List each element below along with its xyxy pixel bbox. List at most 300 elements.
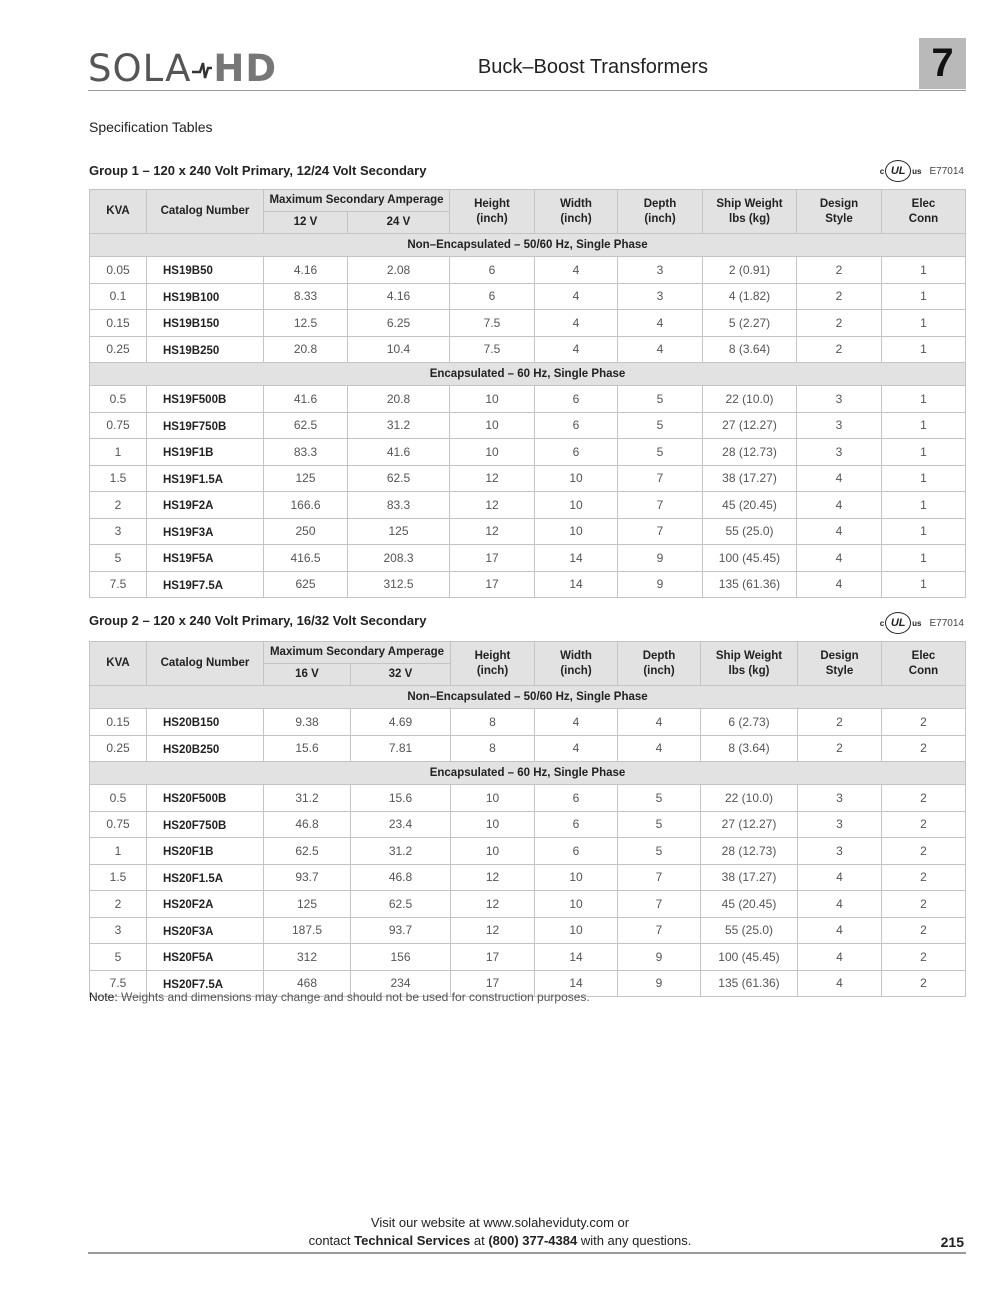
lightning-bolt-icon	[191, 50, 213, 86]
table-row	[90, 545, 966, 572]
cell-elec-conn: 1	[882, 310, 966, 337]
cell-width: 6	[535, 838, 618, 865]
cell-elec-conn: 1	[882, 492, 966, 519]
cell-width: 10	[535, 891, 618, 918]
note-text: Weights and dimensions may change and should not be used for construction purposes.	[117, 990, 590, 1004]
col-header-ship-weight: Ship Weight lbs (kg)	[701, 642, 798, 686]
cell-amp-high: 234	[351, 970, 451, 997]
cell-width: 10	[535, 518, 618, 545]
cell-height: 12	[451, 891, 535, 918]
cell-ship-weight: 100 (45.45)	[703, 545, 797, 572]
cell-elec-conn: 1	[882, 571, 966, 598]
col-header-width: Width (inch)	[535, 190, 618, 234]
page-header	[88, 38, 966, 91]
cell-amp-low: 31.2	[264, 785, 351, 812]
cell-design-style: 3	[797, 412, 882, 439]
ul-us-mark: us	[912, 618, 922, 628]
cell-width: 6	[535, 439, 618, 466]
cell-kva: 0.5	[90, 785, 147, 812]
cell-width: 10	[535, 864, 618, 891]
cell-width: 10	[535, 917, 618, 944]
cell-elec-conn: 1	[882, 336, 966, 363]
certification-number: E77014	[929, 165, 964, 177]
cell-kva: 5	[90, 944, 147, 971]
cell-depth: 7	[618, 465, 703, 492]
cell-catalog-number: HS20F5A	[147, 944, 264, 971]
logo-text-hd: HD	[213, 46, 278, 90]
section-header: Non–Encapsulated – 50/60 Hz, Single Phase	[90, 686, 966, 709]
cell-height: 7.5	[450, 310, 535, 337]
cell-depth: 5	[618, 785, 701, 812]
cell-design-style: 4	[798, 917, 882, 944]
cell-catalog-number: HS19F500B	[147, 386, 264, 413]
cell-design-style: 2	[797, 336, 882, 363]
cell-catalog-number: HS19F5A	[147, 545, 264, 572]
cell-elec-conn: 1	[882, 545, 966, 572]
group-1-title: Group 1 – 120 x 240 Volt Primary, 12/24 Volt Secondary	[89, 163, 427, 178]
ul-listed-icon	[880, 612, 922, 634]
table-row	[90, 838, 966, 865]
cell-amp-high: 15.6	[351, 785, 451, 812]
cell-amp-high: 156	[351, 944, 451, 971]
cell-amp-low: 8.33	[264, 283, 348, 310]
cell-amp-high: 31.2	[351, 838, 451, 865]
cell-kva: 3	[90, 518, 147, 545]
col-header-width: Width (inch)	[535, 642, 618, 686]
cell-elec-conn: 1	[882, 439, 966, 466]
cell-kva: 0.05	[90, 257, 147, 284]
cell-design-style: 4	[797, 571, 882, 598]
cell-depth: 9	[618, 970, 701, 997]
cell-design-style: 4	[797, 518, 882, 545]
cell-design-style: 3	[798, 811, 882, 838]
col-header-amp-low: 12 V	[264, 212, 348, 234]
footer-phone-number: (800) 377-4384	[488, 1233, 578, 1248]
cell-depth: 7	[618, 891, 701, 918]
table-row	[90, 283, 966, 310]
cell-amp-low: 20.8	[264, 336, 348, 363]
cell-amp-low: 250	[264, 518, 348, 545]
cell-design-style: 2	[797, 257, 882, 284]
col-header-height: Height (inch)	[450, 190, 535, 234]
cell-height: 10	[451, 785, 535, 812]
cell-design-style: 4	[798, 891, 882, 918]
footnote	[89, 990, 590, 1004]
table-row	[90, 864, 966, 891]
cell-design-style: 4	[797, 465, 882, 492]
table-row	[90, 439, 966, 466]
table-row	[90, 709, 966, 736]
cell-ship-weight: 100 (45.45)	[701, 944, 798, 971]
sola-hd-logo	[88, 48, 277, 88]
cell-amp-high: 125	[348, 518, 450, 545]
cell-elec-conn: 2	[882, 709, 966, 736]
cell-catalog-number: HS20F1.5A	[147, 864, 264, 891]
cell-design-style: 4	[798, 944, 882, 971]
cell-amp-high: 208.3	[348, 545, 450, 572]
cell-ship-weight: 38 (17.27)	[701, 864, 798, 891]
cell-catalog-number: HS20F7.5A	[147, 970, 264, 997]
cell-amp-low: 125	[264, 465, 348, 492]
cell-amp-high: 41.6	[348, 439, 450, 466]
cell-height: 12	[450, 492, 535, 519]
ul-mark: UL	[885, 612, 911, 634]
cell-kva: 1	[90, 439, 147, 466]
cell-width: 6	[535, 412, 618, 439]
cell-height: 8	[451, 735, 535, 762]
cell-ship-weight: 6 (2.73)	[701, 709, 798, 736]
cell-height: 12	[451, 917, 535, 944]
table-row	[90, 571, 966, 598]
cell-amp-low: 46.8	[264, 811, 351, 838]
cell-ship-weight: 135 (61.36)	[701, 970, 798, 997]
cell-amp-low: 41.6	[264, 386, 348, 413]
page-number: 215	[940, 1234, 964, 1250]
cell-kva: 7.5	[90, 571, 147, 598]
cell-catalog-number: HS19B250	[147, 336, 264, 363]
col-header-depth: Depth (inch)	[618, 190, 703, 234]
cell-elec-conn: 1	[882, 412, 966, 439]
cell-height: 6	[450, 283, 535, 310]
col-header-catalog-number: Catalog Number	[147, 190, 264, 234]
cell-depth: 4	[618, 709, 701, 736]
cell-catalog-number: HS20F1B	[147, 838, 264, 865]
group-1-spec-table	[89, 189, 966, 598]
col-header-amp-low: 16 V	[264, 664, 351, 686]
cell-catalog-number: HS20B250	[147, 735, 264, 762]
cell-amp-high: 23.4	[351, 811, 451, 838]
col-header-max-secondary-amperage: Maximum Secondary Amperage	[264, 190, 450, 212]
cell-amp-low: 62.5	[264, 412, 348, 439]
cell-ship-weight: 135 (61.36)	[703, 571, 797, 598]
cell-width: 6	[535, 785, 618, 812]
cell-depth: 3	[618, 283, 703, 310]
cell-depth: 4	[618, 336, 703, 363]
ul-mark: UL	[885, 160, 911, 182]
cell-width: 4	[535, 310, 618, 337]
cell-amp-high: 4.69	[351, 709, 451, 736]
cell-kva: 5	[90, 545, 147, 572]
table-row	[90, 386, 966, 413]
cell-kva: 2	[90, 891, 147, 918]
cell-design-style: 3	[797, 386, 882, 413]
chapter-number-badge: 7	[919, 38, 966, 89]
cell-ship-weight: 45 (20.45)	[703, 492, 797, 519]
col-header-design-style: Design Style	[797, 190, 882, 234]
cell-ship-weight: 8 (3.64)	[701, 735, 798, 762]
cell-elec-conn: 2	[882, 970, 966, 997]
cell-amp-low: 9.38	[264, 709, 351, 736]
col-header-catalog-number: Catalog Number	[147, 642, 264, 686]
cell-width: 4	[535, 336, 618, 363]
cell-amp-low: 4.16	[264, 257, 348, 284]
cell-catalog-number: HS19B50	[147, 257, 264, 284]
cell-height: 10	[450, 439, 535, 466]
table-row	[90, 310, 966, 337]
cell-design-style: 3	[797, 439, 882, 466]
cell-elec-conn: 2	[882, 891, 966, 918]
cell-width: 6	[535, 811, 618, 838]
cell-catalog-number: HS19B100	[147, 283, 264, 310]
note-label: Note:	[89, 990, 118, 1004]
cell-elec-conn: 2	[882, 735, 966, 762]
cell-height: 12	[450, 518, 535, 545]
cell-width: 14	[535, 545, 618, 572]
cell-ship-weight: 55 (25.0)	[703, 518, 797, 545]
cell-width: 10	[535, 492, 618, 519]
table-row	[90, 891, 966, 918]
col-header-amp-high: 32 V	[351, 664, 451, 686]
cell-kva: 1.5	[90, 465, 147, 492]
cell-elec-conn: 1	[882, 257, 966, 284]
cell-width: 6	[535, 386, 618, 413]
table-row	[90, 412, 966, 439]
cell-ship-weight: 27 (12.27)	[703, 412, 797, 439]
cell-catalog-number: HS19F750B	[147, 412, 264, 439]
cell-kva: 0.75	[90, 412, 147, 439]
cell-depth: 7	[618, 917, 701, 944]
cell-amp-high: 62.5	[348, 465, 450, 492]
cell-width: 10	[535, 465, 618, 492]
cell-ship-weight: 5 (2.27)	[703, 310, 797, 337]
cell-amp-low: 15.6	[264, 735, 351, 762]
cell-height: 8	[451, 709, 535, 736]
section-header: Encapsulated – 60 Hz, Single Phase	[90, 363, 966, 386]
footer-divider	[88, 1252, 966, 1254]
cell-kva: 0.15	[90, 310, 147, 337]
cell-ship-weight: 28 (12.73)	[703, 439, 797, 466]
cell-ship-weight: 45 (20.45)	[701, 891, 798, 918]
cell-depth: 4	[618, 735, 701, 762]
cell-depth: 5	[618, 811, 701, 838]
cell-amp-high: 312.5	[348, 571, 450, 598]
cell-catalog-number: HS20F3A	[147, 917, 264, 944]
cell-design-style: 3	[798, 838, 882, 865]
cell-height: 10	[451, 838, 535, 865]
table-row	[90, 811, 966, 838]
cell-kva: 0.75	[90, 811, 147, 838]
col-header-design-style: Design Style	[798, 642, 882, 686]
col-header-ship-weight: Ship Weight lbs (kg)	[703, 190, 797, 234]
cell-amp-high: 10.4	[348, 336, 450, 363]
cell-width: 14	[535, 944, 618, 971]
cell-elec-conn: 1	[882, 465, 966, 492]
cell-height: 17	[450, 571, 535, 598]
cell-elec-conn: 2	[882, 917, 966, 944]
cell-amp-high: 6.25	[348, 310, 450, 337]
col-header-amp-high: 24 V	[348, 212, 450, 234]
cell-kva: 0.1	[90, 283, 147, 310]
ul-listed-icon	[880, 160, 922, 182]
cell-amp-high: 46.8	[351, 864, 451, 891]
cell-ship-weight: 22 (10.0)	[703, 386, 797, 413]
cell-amp-low: 93.7	[264, 864, 351, 891]
cell-elec-conn: 2	[882, 811, 966, 838]
cell-width: 4	[535, 257, 618, 284]
cell-depth: 5	[618, 386, 703, 413]
cell-depth: 9	[618, 944, 701, 971]
table-row	[90, 735, 966, 762]
cell-kva: 2	[90, 492, 147, 519]
section-header: Encapsulated – 60 Hz, Single Phase	[90, 762, 966, 785]
col-header-elec-conn: Elec Conn	[882, 642, 966, 686]
cell-height: 17	[450, 545, 535, 572]
cell-elec-conn: 2	[882, 785, 966, 812]
cell-ship-weight: 27 (12.27)	[701, 811, 798, 838]
cell-depth: 7	[618, 518, 703, 545]
cell-elec-conn: 1	[882, 518, 966, 545]
group-2-title: Group 2 – 120 x 240 Volt Primary, 16/32 Volt Secondary	[89, 613, 427, 628]
cell-width: 4	[535, 735, 618, 762]
footer-line-2	[0, 1232, 1000, 1250]
cell-height: 10	[450, 386, 535, 413]
cell-amp-high: 62.5	[351, 891, 451, 918]
cell-elec-conn: 2	[882, 838, 966, 865]
col-header-depth: Depth (inch)	[618, 642, 701, 686]
cell-design-style: 2	[797, 283, 882, 310]
cell-amp-low: 416.5	[264, 545, 348, 572]
cell-height: 10	[451, 811, 535, 838]
cell-design-style: 4	[798, 970, 882, 997]
cell-amp-low: 62.5	[264, 838, 351, 865]
cell-width: 14	[535, 571, 618, 598]
cell-amp-high: 7.81	[351, 735, 451, 762]
table-row	[90, 492, 966, 519]
cell-design-style: 2	[798, 735, 882, 762]
cell-width: 4	[535, 283, 618, 310]
cell-amp-low: 625	[264, 571, 348, 598]
cell-depth: 5	[618, 439, 703, 466]
group-2-spec-table	[89, 641, 966, 997]
logo-text-sola: SOLA	[88, 46, 192, 90]
cell-kva: 0.25	[90, 336, 147, 363]
cell-ship-weight: 8 (3.64)	[703, 336, 797, 363]
cell-catalog-number: HS20F500B	[147, 785, 264, 812]
cell-amp-high: 31.2	[348, 412, 450, 439]
ul-c-mark: c	[879, 166, 885, 176]
cell-amp-high: 93.7	[351, 917, 451, 944]
table-row	[90, 336, 966, 363]
cell-ship-weight: 38 (17.27)	[703, 465, 797, 492]
cell-amp-high: 83.3	[348, 492, 450, 519]
cell-amp-high: 20.8	[348, 386, 450, 413]
cell-depth: 7	[618, 492, 703, 519]
cell-catalog-number: HS19B150	[147, 310, 264, 337]
footer-line-1: Visit our website at www.solaheviduty.com or	[370, 1215, 630, 1230]
cell-catalog-number: HS19F7.5A	[147, 571, 264, 598]
page-title: Buck–Boost Transformers	[477, 56, 708, 78]
cell-catalog-number: HS19F3A	[147, 518, 264, 545]
cell-catalog-number: HS19F1B	[147, 439, 264, 466]
cell-amp-low: 166.6	[264, 492, 348, 519]
cell-elec-conn: 1	[882, 386, 966, 413]
table-row	[90, 944, 966, 971]
cell-height: 6	[450, 257, 535, 284]
cell-depth: 5	[618, 412, 703, 439]
cell-kva: 7.5	[90, 970, 147, 997]
cell-height: 10	[450, 412, 535, 439]
cell-kva: 1.5	[90, 864, 147, 891]
cell-catalog-number: HS20F750B	[147, 811, 264, 838]
cell-width: 4	[535, 709, 618, 736]
cell-ship-weight: 22 (10.0)	[701, 785, 798, 812]
cell-height: 12	[451, 864, 535, 891]
cell-kva: 3	[90, 917, 147, 944]
cell-catalog-number: HS20B150	[147, 709, 264, 736]
col-header-height: Height (inch)	[451, 642, 535, 686]
table-row	[90, 917, 966, 944]
cell-design-style: 2	[797, 310, 882, 337]
cell-depth: 5	[618, 838, 701, 865]
cell-height: 17	[451, 944, 535, 971]
cell-catalog-number: HS19F2A	[147, 492, 264, 519]
cell-amp-low: 312	[264, 944, 351, 971]
cell-height: 7.5	[450, 336, 535, 363]
table-row	[90, 465, 966, 492]
cell-elec-conn: 2	[882, 864, 966, 891]
cell-width: 14	[535, 970, 618, 997]
cell-depth: 3	[618, 257, 703, 284]
cell-design-style: 2	[798, 709, 882, 736]
footer-text: with any questions.	[577, 1233, 692, 1248]
cell-ship-weight: 55 (25.0)	[701, 917, 798, 944]
footer-text: at	[470, 1233, 489, 1248]
cell-amp-low: 187.5	[264, 917, 351, 944]
table-row	[90, 518, 966, 545]
cell-amp-low: 125	[264, 891, 351, 918]
col-header-elec-conn: Elec Conn	[882, 190, 966, 234]
cell-ship-weight: 4 (1.82)	[703, 283, 797, 310]
col-header-kva: KVA	[90, 190, 147, 234]
cell-amp-high: 4.16	[348, 283, 450, 310]
col-header-max-secondary-amperage: Maximum Secondary Amperage	[264, 642, 451, 664]
cell-depth: 9	[618, 545, 703, 572]
cell-height: 12	[450, 465, 535, 492]
cell-height: 17	[451, 970, 535, 997]
footer-text: contact	[308, 1233, 355, 1248]
cul-us-certification-mark	[880, 612, 964, 634]
cell-kva: 0.5	[90, 386, 147, 413]
cell-catalog-number: HS19F1.5A	[147, 465, 264, 492]
cell-design-style: 4	[797, 545, 882, 572]
cell-ship-weight: 2 (0.91)	[703, 257, 797, 284]
cell-kva: 0.25	[90, 735, 147, 762]
cul-us-certification-mark	[880, 160, 964, 182]
footer-technical-services: Technical Services	[354, 1233, 471, 1248]
cell-design-style: 4	[797, 492, 882, 519]
ul-c-mark: c	[879, 618, 885, 628]
cell-amp-high: 2.08	[348, 257, 450, 284]
ul-us-mark: us	[912, 166, 922, 176]
cell-design-style: 4	[798, 864, 882, 891]
page-footer	[0, 1214, 1000, 1250]
cell-ship-weight: 28 (12.73)	[701, 838, 798, 865]
col-header-kva: KVA	[90, 642, 147, 686]
section-title: Specification Tables	[89, 119, 213, 135]
cell-catalog-number: HS20F2A	[147, 891, 264, 918]
cell-depth: 4	[618, 310, 703, 337]
cell-elec-conn: 2	[882, 944, 966, 971]
cell-kva: 0.15	[90, 709, 147, 736]
table-row	[90, 257, 966, 284]
cell-amp-low: 12.5	[264, 310, 348, 337]
cell-amp-low: 468	[264, 970, 351, 997]
certification-number: E77014	[929, 617, 964, 629]
section-header: Non–Encapsulated – 50/60 Hz, Single Phase	[90, 234, 966, 257]
cell-design-style: 3	[798, 785, 882, 812]
cell-kva: 1	[90, 838, 147, 865]
cell-depth: 9	[618, 571, 703, 598]
